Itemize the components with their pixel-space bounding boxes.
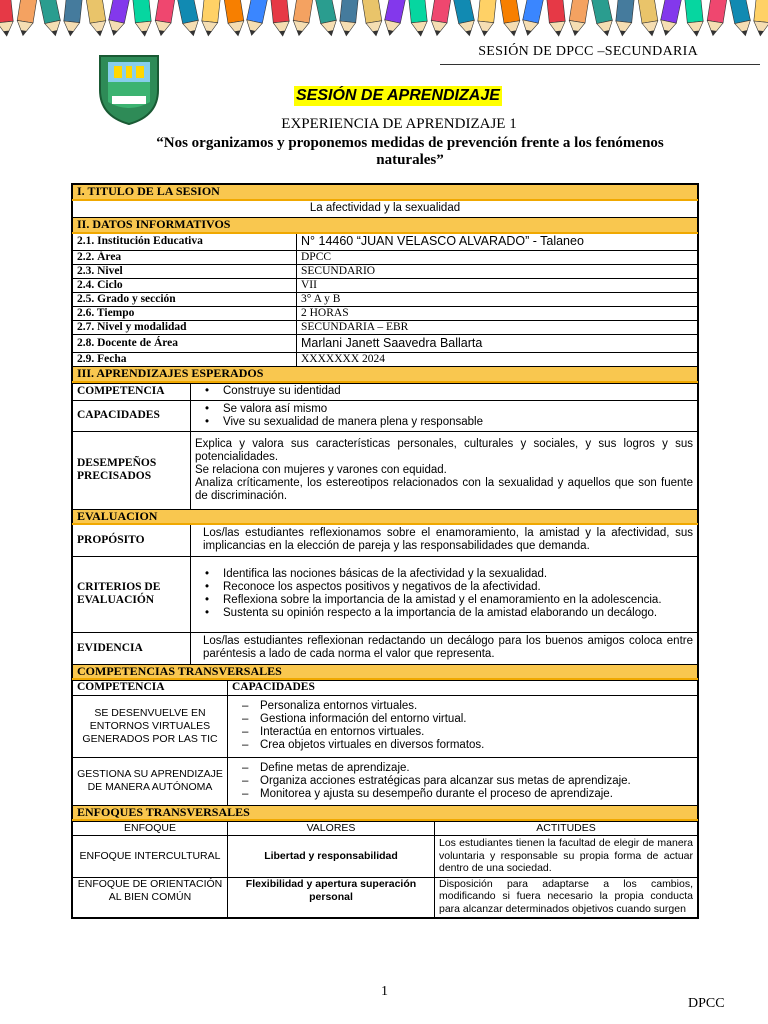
proposito-label: PROPÓSITO (73, 524, 191, 556)
pencil-shape (244, 0, 268, 37)
pencil-shape (546, 0, 566, 37)
pencil-shape (315, 0, 339, 37)
experience-subtitle: “Nos organizamos y proponemos medidas de prevención frente a los fenómenos naturales” (156, 135, 664, 168)
ct-competencia-1: SE DESENVUELVE EN ENTORNOS VIRTUALES GENERADOS POR LAS TIC (73, 695, 228, 757)
pencil-shape (200, 0, 220, 37)
session-topic: La afectividad y la sexualidad (73, 200, 698, 218)
pencil-shape (684, 0, 704, 37)
datos-value: Marlani Janett Saavedra Ballarta (297, 335, 698, 353)
pencil-shape (338, 0, 358, 37)
datos-value: DPCC (297, 251, 698, 265)
ct-capacidad-item: – Organiza acciones estratégicas para alcanzar sus metas de aprendizaje. (232, 775, 693, 788)
et-actitudes-header: ACTITUDES (435, 821, 698, 835)
criterio-item: • Sustenta su opinión respecto a la importancia de la amistad elaborando un decálogo. (195, 607, 693, 620)
datos-value: VII (297, 279, 698, 293)
section-enfoques-heading: ENFOQUES TRANSVERSALES (73, 805, 698, 820)
pencil-shape (476, 0, 496, 37)
et-valores-header: VALORES (228, 821, 435, 835)
pencil-shape (177, 0, 201, 37)
pencil-shape (362, 0, 384, 37)
section-datos-heading: II. DATOS INFORMATIVOS (73, 218, 698, 233)
capacidad-item: • Se valora así mismo (195, 403, 693, 416)
section-title-heading: I. TITULO DE LA SESION (73, 185, 698, 200)
section-competencias-transversales-heading: COMPETENCIAS TRANSVERSALES (73, 664, 698, 679)
experience-heading: EXPERIENCIA DE APRENDIZAJE 1 (281, 116, 517, 132)
datos-value: N° 14460 “JUAN VELASCO ALVARADO” - Talaneo (297, 233, 698, 251)
pencil-shape (658, 0, 682, 37)
datos-value: 3° A y B (297, 293, 698, 307)
datos-value: XXXXXXX 2024 (297, 353, 698, 367)
pencil-shape (132, 0, 152, 37)
school-crest-logo (94, 50, 164, 126)
pencil-shape (291, 0, 313, 37)
competencia-value: • Construye su identidad (195, 385, 693, 398)
desempeno-text: Explica y valora sus características personales, culturales y sociales, y sus logros y sus potencialidades. (195, 437, 693, 463)
et-actitudes-2: Disposición para adaptarse a los cambios, modificando si fuera necesario la propia conducta para alcanzar determinados objetivos cuando surgen (435, 877, 698, 917)
ct-capacidad-item: – Define metas de aprendizaje. (232, 762, 693, 775)
datos-row (73, 251, 698, 265)
pencil-shape (500, 0, 522, 37)
pencil-shape (408, 0, 428, 37)
evidencia-text: Los/las estudiantes reflexionan redactando un decálogo para los buenos amigos coloca entre paréntesis a lado de cada norma el valor que representa. (191, 632, 698, 664)
pencil-shape (567, 0, 589, 37)
session-title: SESIÓN DE APRENDIZAJE (296, 87, 500, 104)
datos-label: 2.7. Nivel y modalidad (73, 321, 297, 335)
ct-capacidad-item: – Crea objetos virtuales en diversos formatos. (232, 739, 693, 752)
capacidad-item: • Vive su sexualidad de manera plena y responsable (195, 416, 693, 429)
capacidades-label: CAPACIDADES (73, 400, 191, 431)
et-enfoque-header: ENFOQUE (73, 821, 228, 835)
ct-capacidad-item: – Gestiona información del entorno virtual. (232, 713, 693, 726)
datos-row (73, 279, 698, 293)
pencil-shape (39, 0, 63, 37)
datos-value: SECUNDARIA – EBR (297, 321, 698, 335)
section-evaluacion-heading: EVALUACION (73, 509, 698, 524)
pencil-border-decoration (0, 0, 768, 40)
pencil-shape (382, 0, 406, 37)
datos-value: SECUNDARIO (297, 265, 698, 279)
page-number: 1 (381, 984, 388, 999)
proposito-text: Los/las estudiantes reflexionamos sobre el enamoramiento, la amistad y la afectividad, sus implicancias en la elección de pareja y las responsabilidades que demanda. (191, 524, 698, 556)
desempeno-text: Se relaciona con mujeres y varones con equidad. (195, 463, 447, 476)
pencil-shape (224, 0, 246, 37)
datos-label: 2.5. Grado y sección (73, 293, 297, 307)
header-session-label: SESIÓN DE DPCC –SECUNDARIA (478, 44, 698, 59)
pencil-shape (0, 0, 15, 37)
desempeno-text: Analiza críticamente, los estereotipos relacionados con la sexualidad y aquellos que son fuente de discriminación. (195, 476, 693, 502)
et-enfoque-2: ENFOQUE DE ORIENTACIÓN AL BIEN COMÚN (73, 877, 228, 917)
header-divider (440, 64, 760, 65)
ct-capacidad-item: – Monitorea y ajusta su desempeño durante el proceso de aprendizaje. (232, 788, 693, 801)
datos-label: 2.2. Área (73, 251, 297, 265)
pencil-shape (638, 0, 660, 37)
pencil-shape (729, 0, 753, 37)
pencil-shape (614, 0, 634, 37)
session-table (71, 183, 699, 919)
datos-label: 2.4. Ciclo (73, 279, 297, 293)
pencil-shape (15, 0, 37, 37)
et-actitudes-1: Los estudiantes tienen la facultad de elegir de manera voluntaria y responsable su propia forma de actuar dentro de una sociedad. (435, 835, 698, 877)
criterio-item: • Reconoce los aspectos positivos y negativos de la afectividad. (195, 581, 693, 594)
datos-label: 2.6. Tiempo (73, 307, 297, 321)
pencil-shape (453, 0, 477, 37)
pencil-shape (86, 0, 108, 37)
ct-competencia-header: COMPETENCIA (73, 680, 228, 695)
pencil-shape (429, 0, 451, 37)
datos-row (73, 321, 698, 335)
datos-label: 2.9. Fecha (73, 353, 297, 367)
pencil-shape (62, 0, 82, 37)
et-valores-1: Libertad y responsabilidad (228, 835, 435, 877)
pencil-shape (520, 0, 544, 37)
pencil-shape (153, 0, 175, 37)
datos-row (73, 335, 698, 353)
datos-row (73, 265, 698, 279)
datos-label: 2.3. Nivel (73, 265, 297, 279)
criterio-item: • Reflexiona sobre la importancia de la amistad y el enamoramiento en la adolescencia. (195, 594, 693, 607)
ct-competencia-2: GESTIONA SU APRENDIZAJE DE MANERA AUTÓNOMA (73, 757, 228, 805)
datos-label: 2.1. Institución Educativa (73, 233, 297, 251)
pencil-shape (752, 0, 768, 37)
pencil-shape (270, 0, 290, 37)
pencil-shape (106, 0, 130, 37)
criterio-item: • Identifica las nociones básicas de la afectividad y la sexualidad. (195, 568, 693, 581)
datos-row (73, 233, 698, 251)
ct-capacidad-item: – Interactúa en entornos virtuales. (232, 726, 693, 739)
et-enfoque-1: ENFOQUE INTERCULTURAL (73, 835, 228, 877)
datos-label: 2.8. Docente de Área (73, 335, 297, 353)
ct-capacidades-header: CAPACIDADES (228, 680, 698, 695)
datos-rows (73, 233, 698, 367)
criterios-label: CRITERIOS DE EVALUACIÓN (73, 556, 191, 632)
footer-label: DPCC (688, 996, 725, 1011)
desempenos-label: DESEMPEÑOS PRECISADOS (73, 431, 191, 509)
datos-row (73, 307, 698, 321)
datos-value: 2 HORAS (297, 307, 698, 321)
pencil-shape (705, 0, 727, 37)
section-aprendizajes-heading: III. APRENDIZAJES ESPERADOS (73, 367, 698, 382)
competencia-label: COMPETENCIA (73, 383, 191, 400)
datos-row (73, 353, 698, 367)
ct-capacidad-item: – Personaliza entornos virtuales. (232, 700, 693, 713)
datos-row (73, 293, 698, 307)
et-valores-2: Flexibilidad y apertura superación personal (228, 877, 435, 917)
evidencia-label: EVIDENCIA (73, 632, 191, 664)
pencil-shape (591, 0, 615, 37)
